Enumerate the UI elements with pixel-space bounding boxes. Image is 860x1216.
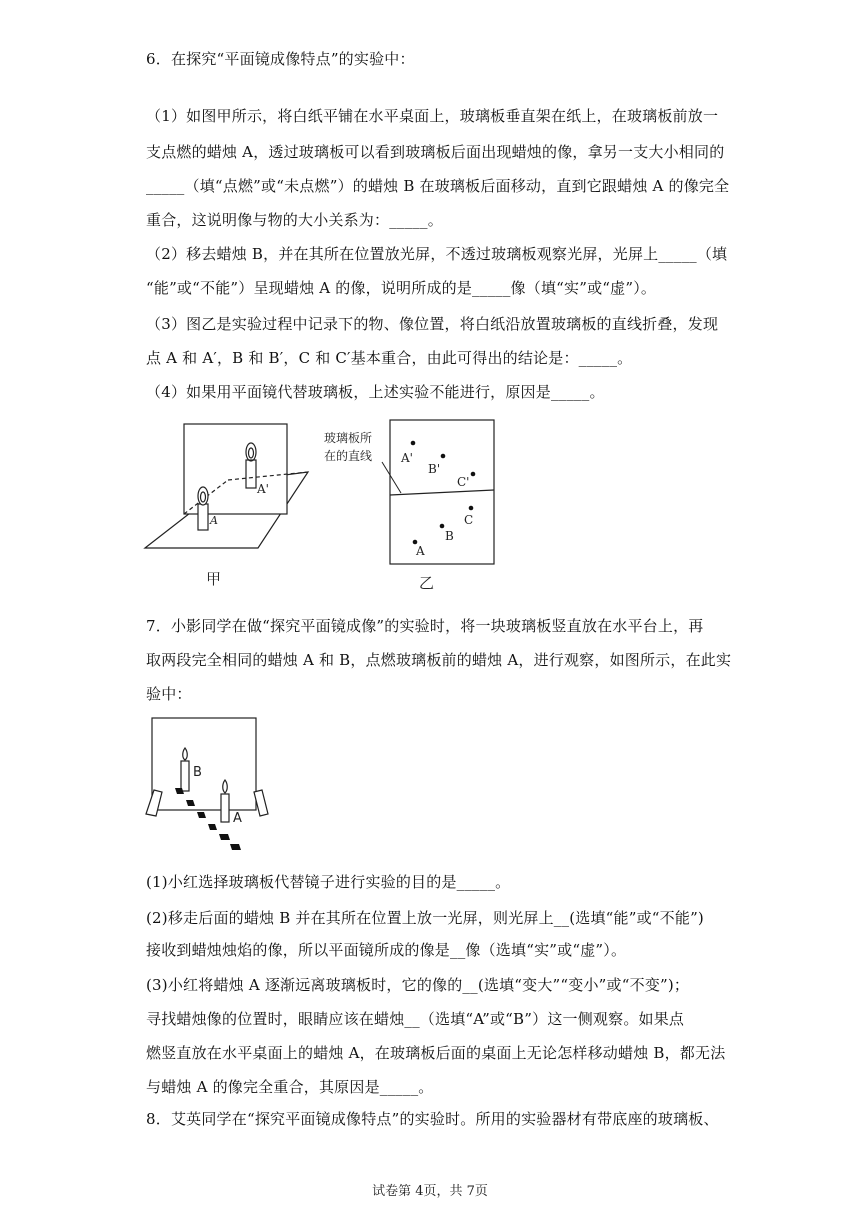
point-b-prime [441,454,446,459]
label-point-c: C [464,513,474,527]
q7-p1: (1)小红选择玻璃板代替镜子进行实验的目的是_____。 [146,873,511,891]
point-a-prime [411,441,416,446]
point-b [440,524,445,529]
label-a-q7: A [233,811,242,826]
q7-intro-line1: 7．小影同学在做“探究平面镜成像”的实验时，将一块玻璃板竖直放在水平台上，再 [146,617,704,635]
q7-intro-line3: 验中： [146,685,192,703]
label-a-prime: A' [257,482,269,496]
q6-p3-line1: （3）图乙是实验过程中记录下的物、像位置，将白纸沿放置玻璃板的直线折叠，发现 [146,315,719,333]
q7-p3-line2: 寻找蜡烛像的位置时，眼睛应该在蜡烛__（选填“A”或“B”）这一侧观察。如果点 [146,1010,685,1028]
label-point-c-prime: C' [457,475,470,489]
q7-p2-line1: (2)移走后面的蜡烛 B 并在其所在位置上放一光屏，则光屏上__(选填“能”或“不能”) [146,909,704,927]
annotation-line2: 在的直线 [324,449,373,463]
q6-p1-line4: 重合，这说明像与物的大小关系为：_____。 [146,211,443,229]
q6-p1-line2: 支点燃的蜡烛 A，透过玻璃板可以看到玻璃板后面出现蜡烛的像，拿另一支大小相同的 [146,143,725,161]
q6-p1-line3: _____（填“点燃”或“未点燃”）的蜡烛 B 在玻璃板后面移动，直到它跟蜡烛 A 的像完全 [146,177,730,195]
caption-jia: 甲 [206,570,222,588]
annotation-line1: 玻璃板所 [324,431,373,445]
candle-a-q7 [221,794,229,822]
point-c [469,506,474,511]
page-footer: 试卷第 4页，共 7页 [372,1184,488,1199]
q6-title: 6．在探究“平面镜成像特点”的实验中： [146,50,415,68]
label-point-a-prime: A' [401,451,413,465]
figure-q7 [142,714,272,856]
label-a: A [210,514,218,527]
figure-jia [140,420,320,560]
label-point-a: A [416,544,425,558]
q7-intro-line2: 取两段完全相同的蜡烛 A 和 B，点燃玻璃板前的蜡烛 A，进行观察，如图所示，在此实 [146,651,732,669]
label-point-b-prime: B' [428,462,441,476]
q6-p1-line1: （1）如图甲所示，将白纸平铺在水平桌面上，玻璃板垂直架在纸上，在玻璃板前放一 [146,107,719,125]
point-c-prime [471,472,476,477]
glass-board-q7 [152,718,256,810]
q8-intro: 8．艾英同学在“探究平面镜成像特点”的实验时。所用的实验器材有带底座的玻璃板、 [146,1110,719,1128]
q6-p2-line1: （2）移去蜡烛 B，并在其所在位置放光屏，不透过玻璃板观察光屏，光屏上_____（填 [146,245,728,263]
caption-yi: 乙 [419,574,435,592]
figure-yi [318,414,503,566]
q6-p4: （4）如果用平面镜代替玻璃板，上述实验不能进行，原因是_____。 [146,383,605,401]
q6-p2-line2: “能”或“不能”）呈现蜡烛 A 的像，说明所成的是_____像（填“实”或“虚”）。 [146,279,657,297]
q7-p3-line1: (3)小红将蜡烛 A 逐渐远离玻璃板时，它的像的__(选填“变大”“变小”或“不变”)； [146,976,690,994]
q7-p2-line2: 接收到蜡烛烛焰的像，所以平面镜所成的像是__像（选填“实”或“虚”）。 [146,941,627,959]
q7-p3-line4: 与蜡烛 A 的像完全重合，其原因是_____。 [146,1078,434,1096]
q6-p3-line2: 点 A 和 A′，B 和 B′，C 和 C′基本重合，由此可得出的结论是：_____。 [146,349,633,367]
q7-p3-line3: 燃竖直放在水平桌面上的蜡烛 A，在玻璃板后面的桌面上无论怎样移动蜡烛 B，都无法 [146,1044,726,1062]
candle-b [181,761,189,791]
label-point-b: B [445,529,454,543]
label-b-q7: B [193,765,202,780]
candle-a [198,504,208,530]
glass-line [390,490,494,495]
